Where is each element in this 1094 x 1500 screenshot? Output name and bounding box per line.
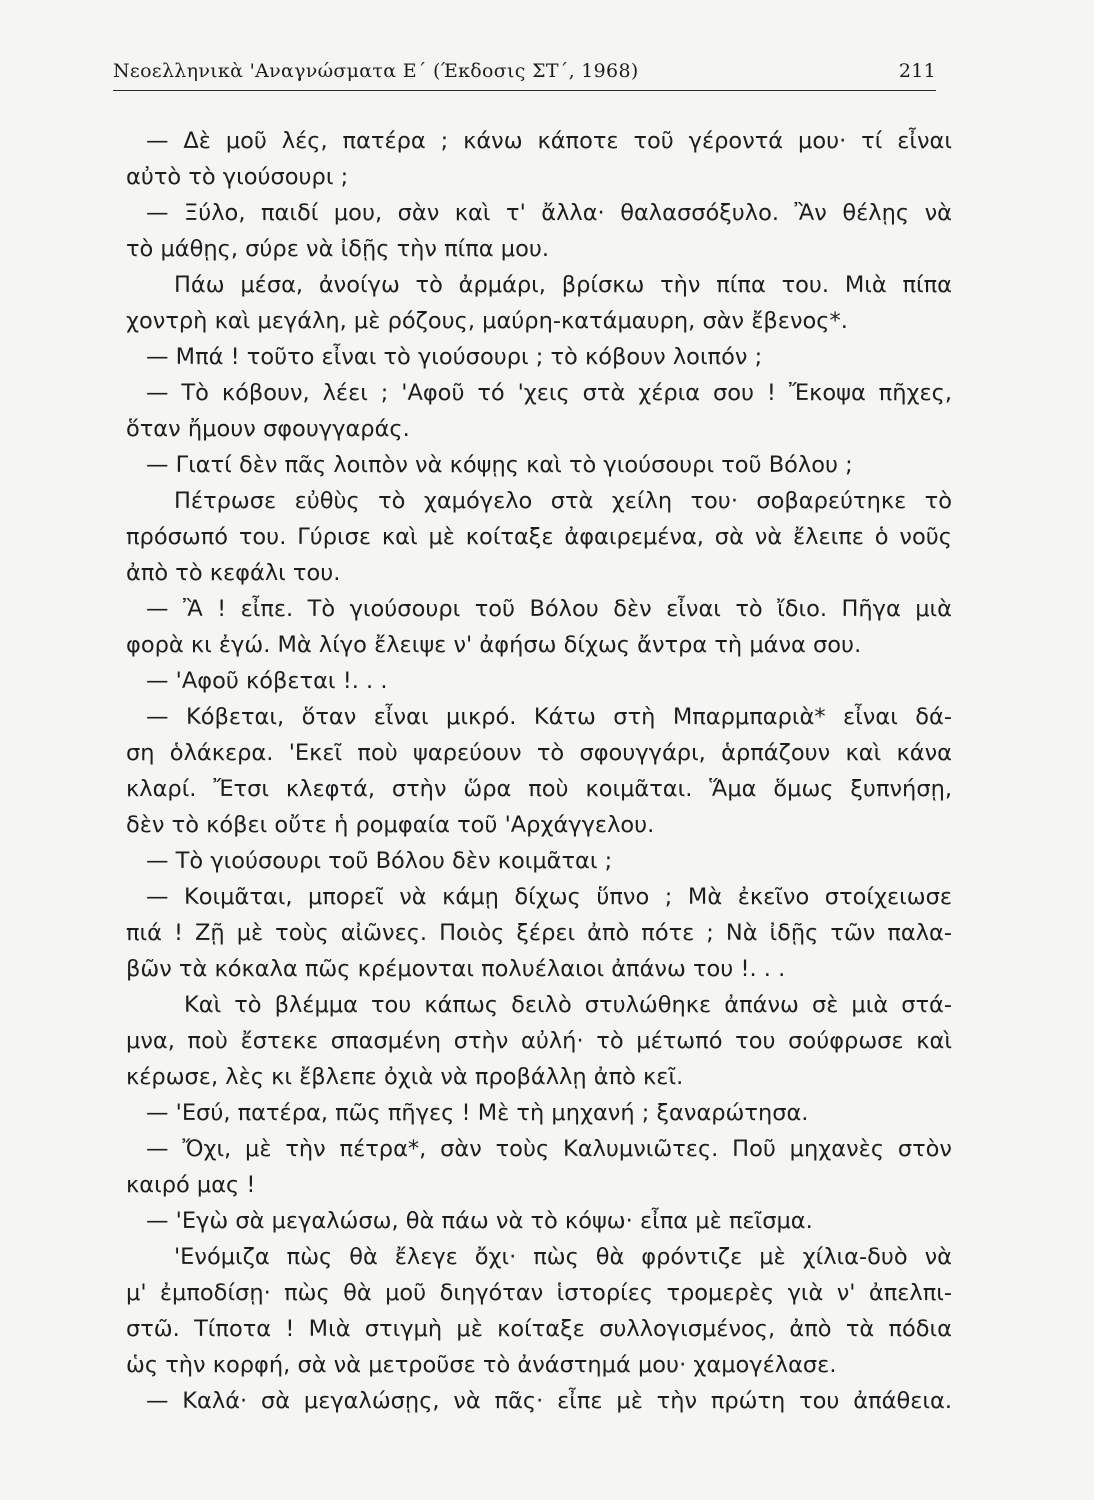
- text-line: — 'Εγὼ σὰ μεγαλώσω, θὰ πάω νὰ τὸ κόψω· εἶπα μὲ πεῖσμα.: [146, 1208, 813, 1234]
- text-line: πρόσωπό του. Γύρισε καὶ μὲ κοίταξε ἀφαιρεμένα, σὰ νὰ ἔλειπε ὁ νοῦς: [126, 524, 952, 550]
- page-number: 211: [898, 60, 936, 82]
- text-line: — Δὲ μοῦ λές, πατέρα ; κάνω κάποτε τοῦ γέροντά μου· τί εἶναι: [146, 128, 952, 154]
- text-line: — Μπά ! τοῦτο εἶναι τὸ γιούσουρι ; τὸ κόβουν λοιπόν ;: [146, 344, 763, 370]
- text-line: στῶ. Τίποτα ! Μιὰ στιγμὴ μὲ κοίταξε συλλογισμένος, ἀπὸ τὰ πόδια: [126, 1316, 952, 1342]
- text-line: δὲν τὸ κόβει οὔτε ἡ ρομφαία τοῦ 'Αρχάγγελου.: [126, 812, 655, 838]
- text-line: — Κόβεται, ὅταν εἶναι μικρό. Κάτω στὴ Μπαρμπαριὰ* εἶναι δά-: [146, 704, 952, 730]
- text-line: φορὰ κι ἐγώ. Μὰ λίγο ἔλειψε ν' ἀφήσω δίχως ἄντρα τὴ μάνα σου.: [126, 632, 862, 658]
- text-line: — Γιατί δὲν πᾶς λοιπὸν νὰ κόψῃς καὶ τὸ γιούσουρι τοῦ Βόλου ;: [146, 452, 853, 478]
- text-line: μ' ἐμποδίσῃ· πὼς θὰ μοῦ διηγόταν ἱστορίες τρομερὲς γιὰ ν' ἀπελπι-: [126, 1280, 952, 1306]
- text-line: — 'Αφοῦ κόβεται !. . .: [146, 668, 388, 694]
- text-line: — Ὄχι, μὲ τὴν πέτρα*, σὰν τοὺς Καλυμνιῶτες. Ποῦ μηχανὲς στὸν: [146, 1136, 952, 1162]
- text-line: — 'Εσύ, πατέρα, πῶς πῆγες ! Μὲ τὴ μηχανή ; ξαναρώτησα.: [146, 1100, 809, 1126]
- text-line: ση ὁλάκερα. 'Εκεῖ ποὺ ψαρεύουν τὸ σφουγγάρι, ἁρπάζουν καὶ κάνα: [126, 740, 952, 766]
- text-line: Πέτρωσε εὐθὺς τὸ χαμόγελο στὰ χείλη του· σοβαρεύτηκε τὸ: [174, 488, 952, 514]
- text-line: ὅταν ἤμουν σφουγγαράς.: [126, 416, 410, 442]
- header-title: Νεοελληνικὰ 'Αναγνώσματα Ε΄ (Έκδοσις ΣΤ΄, 1968): [113, 60, 639, 82]
- text-line: πιά ! Ζῇ μὲ τοὺς αἰῶνες. Ποιὸς ξέρει ἀπὸ πότε ; Νὰ ἰδῇς τῶν παλα-: [126, 920, 952, 946]
- text-line: ὡς τὴν κορφή, σὰ νὰ μετροῦσε τὸ ἀνάστημά μου· χαμογέλασε.: [126, 1352, 837, 1378]
- text-line: Πάω μέσα, ἀνοίγω τὸ ἀρμάρι, βρίσκω τὴν πίπα του. Μιὰ πίπα: [174, 272, 952, 298]
- text-line: τὸ μάθῃς, σύρε νὰ ἰδῇς τὴν πίπα μου.: [126, 236, 550, 262]
- text-line: — Τὸ κόβουν, λέει ; 'Αφοῦ τό 'χεις στὰ χέρια σου ! Ἔκοψα πῆχες,: [146, 380, 952, 406]
- text-line: κέρωσε, λὲς κι ἔβλεπε ὀχιὰ νὰ προβάλλῃ ἀπὸ κεῖ.: [126, 1064, 684, 1090]
- text-line: βῶν τὰ κόκαλα πῶς κρέμονται πολυέλαιοι ἀπάνω του !. . .: [126, 956, 786, 982]
- text-line: — Ἂ ! εἶπε. Τὸ γιούσουρι τοῦ Βόλου δὲν εἶναι τὸ ἴδιο. Πῆγα μιὰ: [146, 596, 952, 622]
- text-line: κλαρί. Ἔτσι κλεφτά, στὴν ὥρα ποὺ κοιμᾶται. Ἅμα ὅμως ξυπνήσῃ,: [126, 776, 952, 802]
- text-line: μνα, ποὺ ἔστεκε σπασμένη στὴν αὐλή· τὸ μέτωπό του σούφρωσε καὶ: [126, 1028, 952, 1054]
- text-line: ἀπὸ τὸ κεφάλι του.: [126, 560, 341, 586]
- text-line: χοντρὴ καὶ μεγάλη, μὲ ρόζους, μαύρη-κατάμαυρη, σὰν ἔβενος*.: [126, 308, 848, 334]
- text-line: καιρό μας !: [126, 1172, 256, 1198]
- text-line: — Τὸ γιούσουρι τοῦ Βόλου δὲν κοιμᾶται ;: [146, 848, 613, 874]
- text-line: — Κοιμᾶται, μπορεῖ νὰ κάμῃ δίχως ὕπνο ; Μὰ ἐκεῖνο στοίχειωσε: [146, 884, 952, 910]
- text-line: — Καλά· σὰ μεγαλώσῃς, νὰ πᾶς· εἶπε μὲ τὴν πρώτη του ἀπάθεια.: [146, 1388, 952, 1414]
- running-header: [113, 60, 936, 91]
- text-line: 'Ενόμιζα πὼς θὰ ἔλεγε ὄχι· πὼς θὰ φρόντιζε μὲ χίλια-δυὸ νὰ: [174, 1244, 952, 1270]
- text-line: Καὶ τὸ βλέμμα του κάπως δειλὸ στυλώθηκε ἀπάνω σὲ μιὰ στά-: [184, 992, 952, 1018]
- text-line: αὐτὸ τὸ γιούσουρι ;: [126, 164, 349, 190]
- text-line: — Ξύλο, παιδί μου, σὰν καὶ τ' ἄλλα· θαλασσόξυλο. Ἂν θέλῃς νὰ: [146, 200, 952, 226]
